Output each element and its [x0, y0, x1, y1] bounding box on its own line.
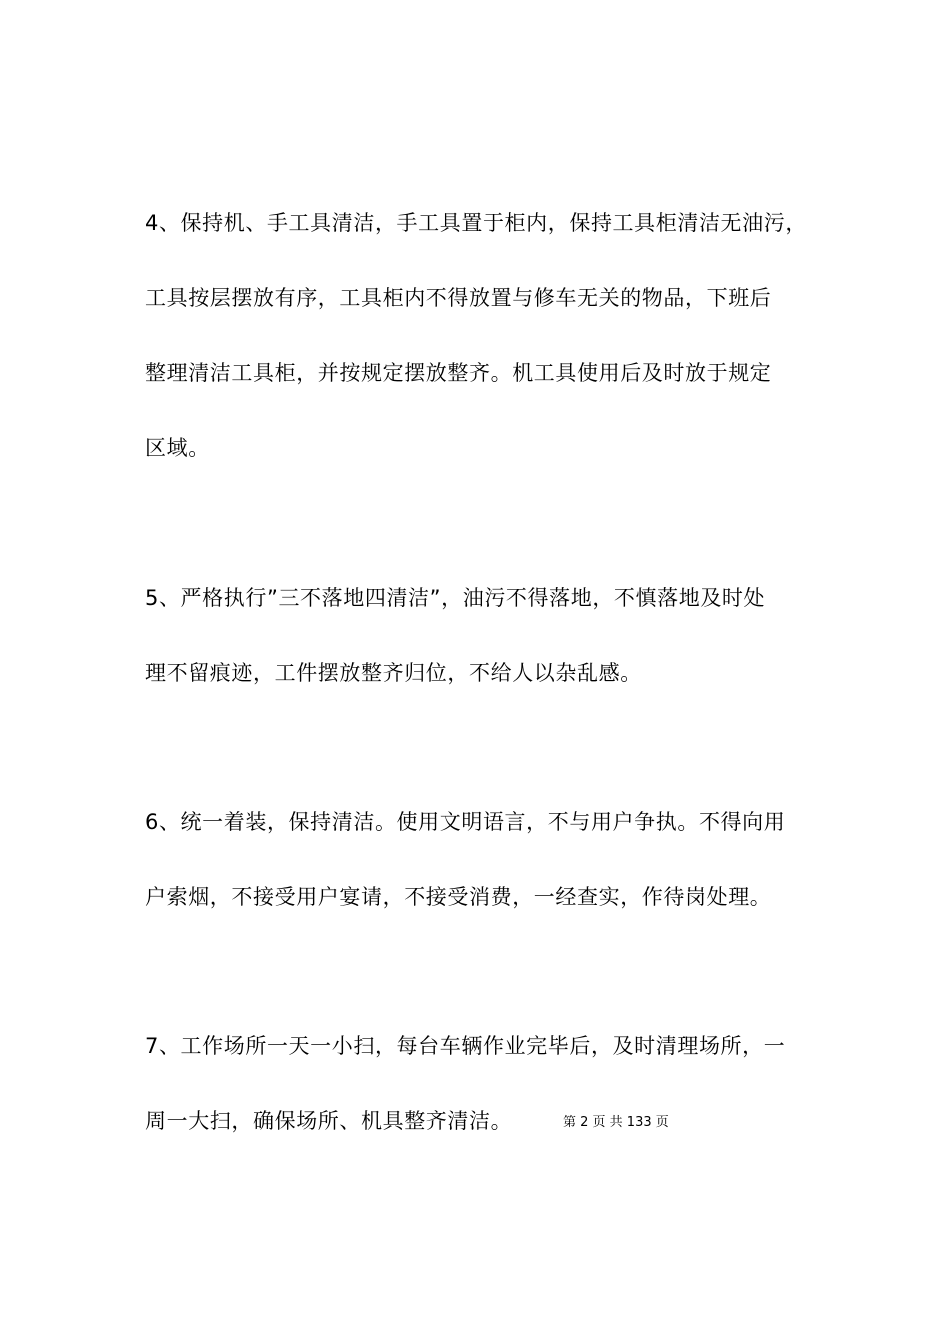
paragraph-4-line-2: 工具按层摆放有序，工具柜内不得放置与修车无关的物品，下班后 — [145, 286, 772, 310]
paragraph-4-line-4: 区域。 — [145, 436, 210, 460]
paragraph-7-line-1: 7、工作场所一天一小扫，每台车辆作业完毕后，及时清理场所，一 — [145, 1034, 786, 1058]
paragraph-6-line-1: 6、统一着装，保持清洁。使用文明语言，不与用户争执。不得向用 — [145, 810, 786, 834]
page-number-footer: 第 2 页 共 133 页 — [563, 1115, 669, 1130]
paragraph-6-line-2: 户索烟，不接受用户宴请，不接受消费，一经查实，作待岗处理。 — [145, 885, 772, 909]
paragraph-5-line-1: 5、严格执行”三不落地四清洁”，油污不得落地，不慎落地及时处 — [145, 586, 766, 610]
paragraph-7-line-2: 周一大扫，确保场所、机具整齐清洁。 — [145, 1109, 513, 1133]
paragraph-4-line-3: 整理清洁工具柜，并按规定摆放整齐。机工具使用后及时放于规定 — [145, 361, 772, 385]
paragraph-4-line-1: 4、保持机、手工具清洁，手工具置于柜内，保持工具柜清洁无油污， — [145, 211, 807, 235]
paragraph-5-line-2: 理不留痕迹，工件摆放整齐归位，不给人以杂乱感。 — [145, 661, 642, 685]
